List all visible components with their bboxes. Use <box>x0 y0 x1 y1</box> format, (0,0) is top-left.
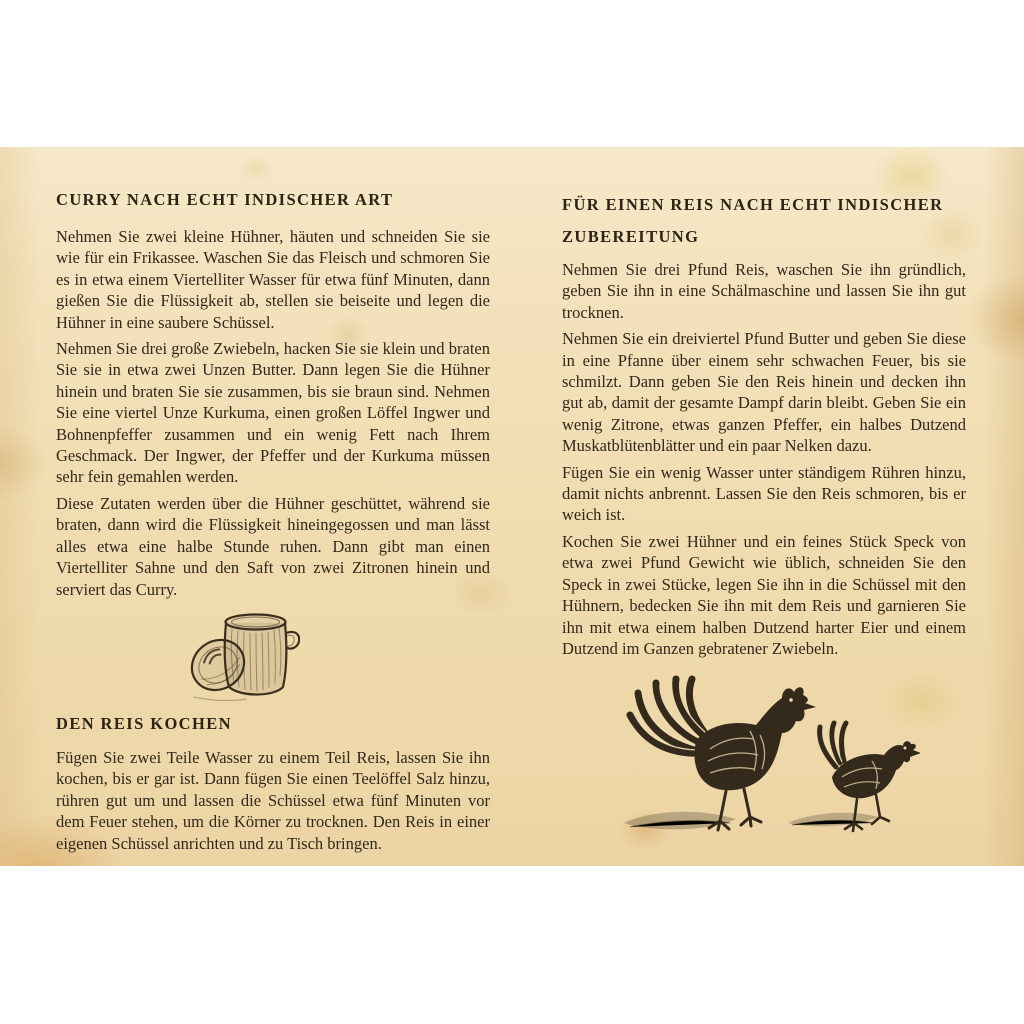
section-heading-reis-zubereitung: FÜR EINEN REIS NACH ECHT INDISCHER ZUBEREITUNG <box>562 195 944 246</box>
paragraph: Diese Zutaten werden über die Hühner geschüttet, während sie braten, dann wird die Flüssigkeit hineingegossen und man lässt alles etwa eine halbe Stunde ruhen. Dann gibt man einen Viertelliter Sahne und den Saft von zwei Zitronen hinein und serviert das Curry. <box>56 493 490 599</box>
right-column <box>562 147 966 845</box>
chickens-illustration <box>610 673 920 845</box>
paragraph: Nehmen Sie zwei kleine Hühner, häuten und schneiden Sie sie wie für ein Frikassee. Waschen Sie das Fleisch und schmoren Sie es in etwa einem Viertelliter Wasser für etwa fünf Minuten, dann gießen Sie die Flüssigkeit ab, stellen sie beiseite und legen die Hühner in eine saubere Schüssel. <box>56 227 490 332</box>
left-column <box>56 147 490 859</box>
section-heading-reis-kochen: DEN REIS KOCHEN <box>56 713 232 733</box>
section-heading-curry: CURRY NACH ECHT INDISCHER ART <box>56 190 394 209</box>
pot-illustration <box>182 605 300 701</box>
paragraph: Kochen Sie zwei Hühner und ein feines Stück Speck von etwa zwei Pfund Gewicht wie üblich, schneiden Sie den Speck in zwei Stücke, legen Sie ihn in die Schüssel mit den Hühnern, bedecken Sie ihn mit dem Reis und garnieren Sie ihn mit etwa einem halben Dutzend harter Eier und einem Dutzend im Ganzen gebratener Zwiebeln. <box>562 531 966 658</box>
paragraph: Nehmen Sie drei große Zwiebeln, hacken Sie sie klein und braten Sie sie in etwa zwei Unzen Butter. Dann legen Sie die Hühner hinein und braten Sie sie zusammen, bis sie braun sind. Nehmen Sie eine viertel Unze Kurkuma, einen großen Löffel Ingwer und Bohnenpfeffer zusammen und ein wenig Fett nach Ihrem Geschmack. Der Ingwer, der Pfeffer und der Kurkuma müssen sehr fein gemahlen werden. <box>56 339 490 487</box>
paragraph: Nehmen Sie drei Pfund Reis, waschen Sie ihn gründlich, geben Sie ihn in eine Schälmaschine und lassen Sie ihn gut trocknen. <box>562 260 966 322</box>
pot-with-lid-icon <box>182 605 300 701</box>
rooster-and-hen-icon <box>610 673 920 845</box>
paragraph: Fügen Sie ein wenig Wasser unter ständigem Rühren hinzu, damit nichts anbrennt. Lassen Sie den Reis schmoren, bis er weich ist. <box>562 462 966 525</box>
paragraph: Nehmen Sie ein dreiviertel Pfund Butter und geben Sie diese in eine Pfanne über einem sehr schwachen Feuer, bis sie schmilzt. Dann geben Sie den Reis hinein und decken ihn gut ab, damit der gesamte Dampf darin bleibt. Geben Sie ein wenig Zitrone, etwas ganzen Pfeffer, ein halbes Dutzend Muskatblütenblätter und ein paar Nelken dazu. <box>562 329 966 456</box>
paragraph: Fügen Sie zwei Teile Wasser zu einem Teil Reis, lassen Sie ihn kochen, bis er gar ist. Dann fügen Sie einen Teelöffel Salz hinzu, rühren gut um und lassen die Schüssel etwa fünf Minuten vor dem Feuer stehen, um die Körner zu trocknen. Den Reis in einer eigenen Schüssel anrichten und zu Tisch bringen. <box>56 747 490 853</box>
parchment-page <box>0 147 1024 866</box>
